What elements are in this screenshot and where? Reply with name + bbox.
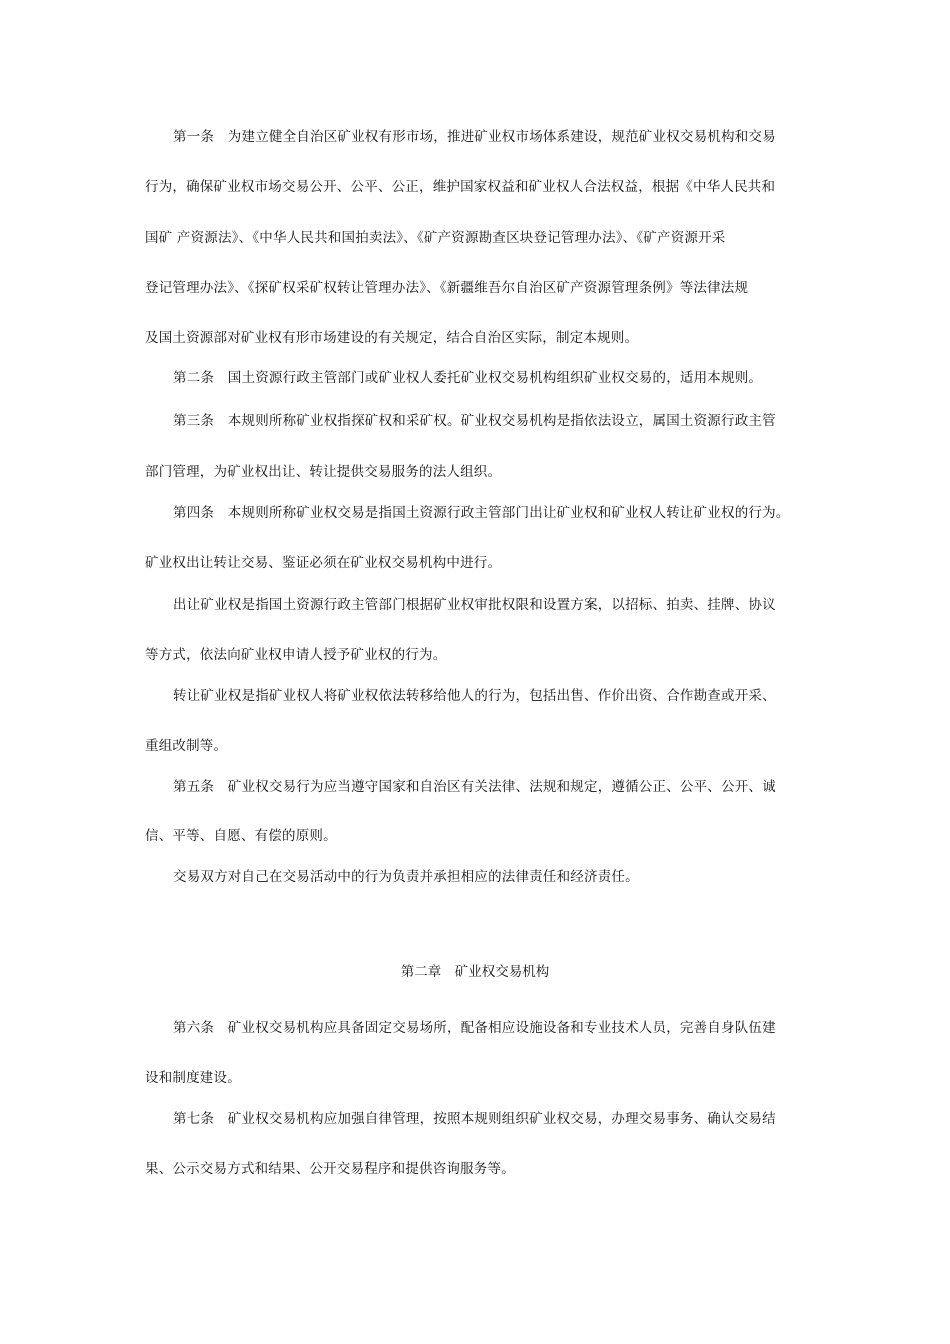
article-4-line-1: 第四条 本规则所称矿业权交易是指国土资源行政主管部门出让矿业权和矿业权人转让矿业权的行为。	[173, 505, 790, 521]
article-6-line-1: 第六条 矿业权交易机构应具备固定交易场所，配备相应设施设备和专业技术人员，完善自身队伍建	[173, 1020, 776, 1036]
article-4-para-3-line-2: 重组改制等。	[145, 738, 228, 754]
article-4-para-2-line-1: 出让矿业权是指国土资源行政主管部门根据矿业权审批权限和设置方案，以招标、拍卖、挂牌、协议	[173, 597, 776, 613]
article-1-line-4: 登记管理办法》、《探矿权采矿权转让管理办法》、《新疆维吾尔自治区矿产资源管理条例》等法律法规	[145, 280, 749, 296]
article-4-line-2: 矿业权出让转让交易、鉴证必须在矿业权交易机构中进行。	[145, 555, 502, 571]
article-7-line-2: 果、公示交易方式和结果、公开交易程序和提供咨询服务等。	[145, 1161, 515, 1177]
chapter-heading: 第二章 矿业权交易机构	[400, 964, 550, 980]
article-4-para-2-line-2: 等方式，依法向矿业权申请人授予矿业权的行为。	[145, 647, 447, 663]
article-2-line-1: 第二条 国土资源行政主管部门或矿业权人委托矿业权交易机构组织矿业权交易的，适用本规则。	[173, 370, 763, 386]
article-5-line-2: 信、平等、自愿、有偿的原则。	[145, 828, 337, 844]
article-6-line-2: 设和制度建设。	[145, 1070, 241, 1086]
article-3-line-1: 第三条 本规则所称矿业权指探矿权和采矿权。矿业权交易机构是指依法设立，属国土资源行政主管	[173, 413, 776, 429]
article-1-line-5: 及国土资源部对矿业权有形市场建设的有关规定，结合自治区实际，制定本规则。	[145, 330, 639, 346]
article-3-line-2: 部门管理，为矿业权出让、转让提供交易服务的法人组织。	[145, 464, 502, 480]
article-1-line-3: 国矿 产资源法》、《中华人民共和国拍卖法》、《矿产资源勘查区块登记管理办法》、《矿产资源开采	[145, 230, 726, 246]
article-5-line-1: 第五条 矿业权交易行为应当遵守国家和自治区有关法律、法规和规定，遵循公正、公平、公开、诚	[173, 779, 776, 795]
article-7-line-1: 第七条 矿业权交易机构应加强自律管理，按照本规则组织矿业权交易，办理交易事务、确认交易结	[173, 1111, 776, 1127]
article-1-line-2: 行为，确保矿业权市场交易公开、公平、公正，维护国家权益和矿业权人合法权益，根据《中华人民共和	[145, 179, 776, 195]
article-1-line-1: 第一条 为建立健全自治区矿业权有形市场，推进矿业权市场体系建设，规范矿业权交易机构和交易	[173, 129, 776, 145]
article-4-para-3-line-1: 转让矿业权是指矿业权人将矿业权依法转移给他人的行为，包括出售、作价出资、合作勘查或开采、	[173, 688, 776, 704]
article-5-para-2-line-1: 交易双方对自己在交易活动中的行为负责并承担相应的法律责任和经济责任。	[173, 869, 639, 885]
